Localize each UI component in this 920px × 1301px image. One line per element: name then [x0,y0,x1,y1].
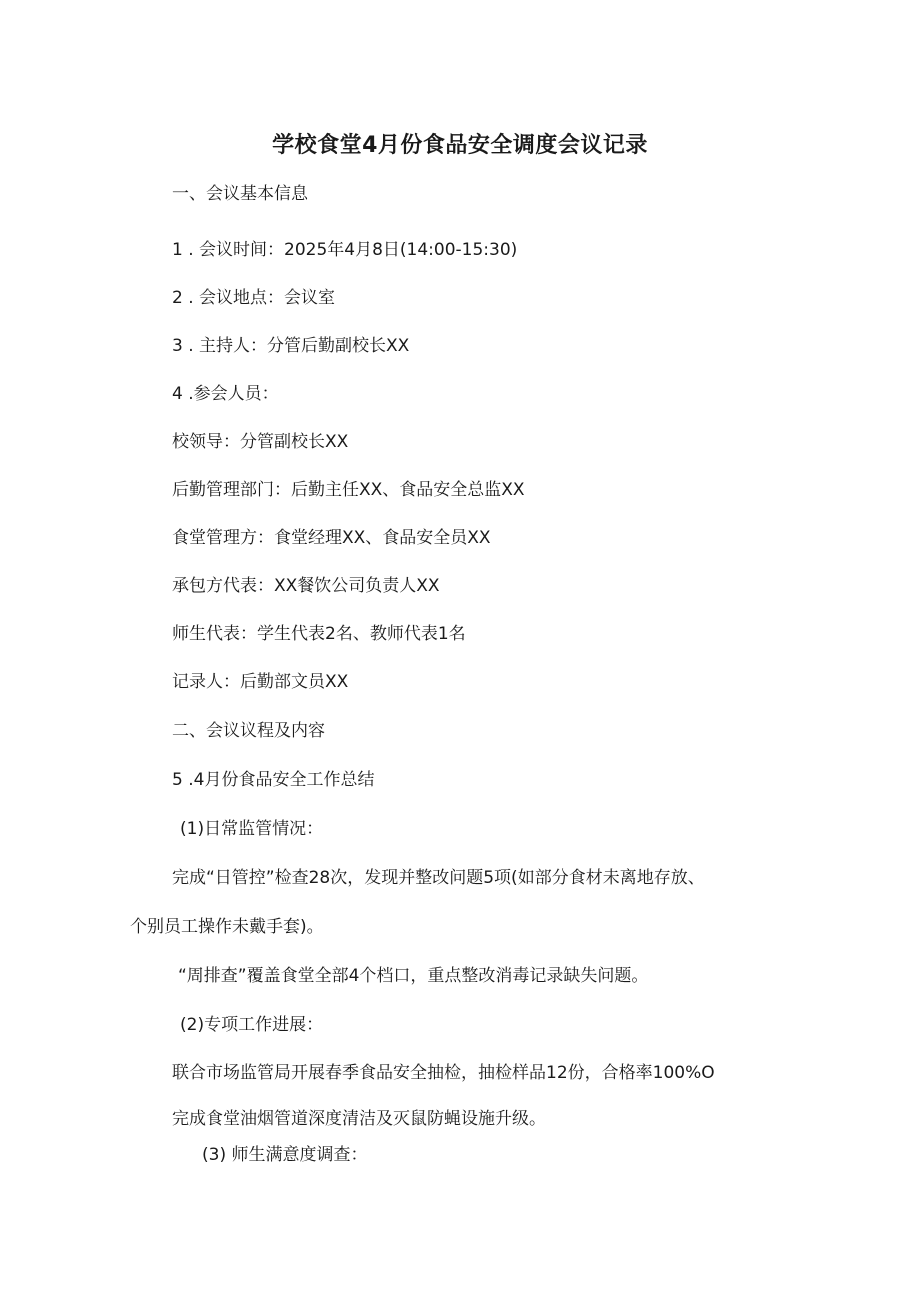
section-heading-agenda: 二、会议议程及内容 [172,721,325,741]
meeting-recorder: 记录人：后勤部文员XX [172,672,349,692]
paragraph-weekly-check: “周排查”覆盖食堂全部4个档口，重点整改消毒记录缺失问题。 [178,966,649,986]
attendee-contractor: 承包方代表：XX餐饮公司负责人XX [172,576,440,596]
paragraph-spot-check: 联合市场监管局开展春季食品安全抽检，抽检样品12份，合格率100%O [172,1063,715,1083]
attendee-logistics-dept: 后勤管理部门：后勤主任XX、食品安全总监XX [172,480,525,500]
attendee-canteen-mgmt: 食堂管理方：食堂经理XX、食品安全员XX [172,528,491,548]
subsection-satisfaction-survey: (3) 师生满意度调查： [202,1145,368,1165]
paragraph-daily-check-line1: 完成“日管控”检查28次，发现并整改问题5项(如部分食材未离地存放、 [172,868,705,888]
attendees-label: 4 .参会人员： [172,384,279,404]
document-title: 学校食堂4月份食品安全调度会议记录 [272,133,648,158]
meeting-host: 3 . 主持人：分管后勤副校长XX [172,336,410,356]
paragraph-cleaning: 完成食堂油烟管道深度清洁及灭鼠防蝇设施升级。 [172,1109,546,1129]
agenda-item-5: 5 .4月份食品安全工作总结 [172,770,375,790]
meeting-time: 1 . 会议时间：2025年4月8日(14:00-15:30) [172,240,518,260]
subsection-special-work: (2)专项工作进展： [180,1015,324,1035]
meeting-location: 2 . 会议地点：会议室 [172,288,336,308]
attendee-school-leaders: 校领导：分管副校长XX [172,432,349,452]
section-heading-basic-info: 一、会议基本信息 [172,184,308,204]
paragraph-daily-check-line2: 个别员工操作未戴手套)。 [130,917,324,937]
subsection-daily-supervision: (1)日常监管情况： [180,819,324,839]
attendee-representatives: 师生代表：学生代表2名、教师代表1名 [172,624,466,644]
